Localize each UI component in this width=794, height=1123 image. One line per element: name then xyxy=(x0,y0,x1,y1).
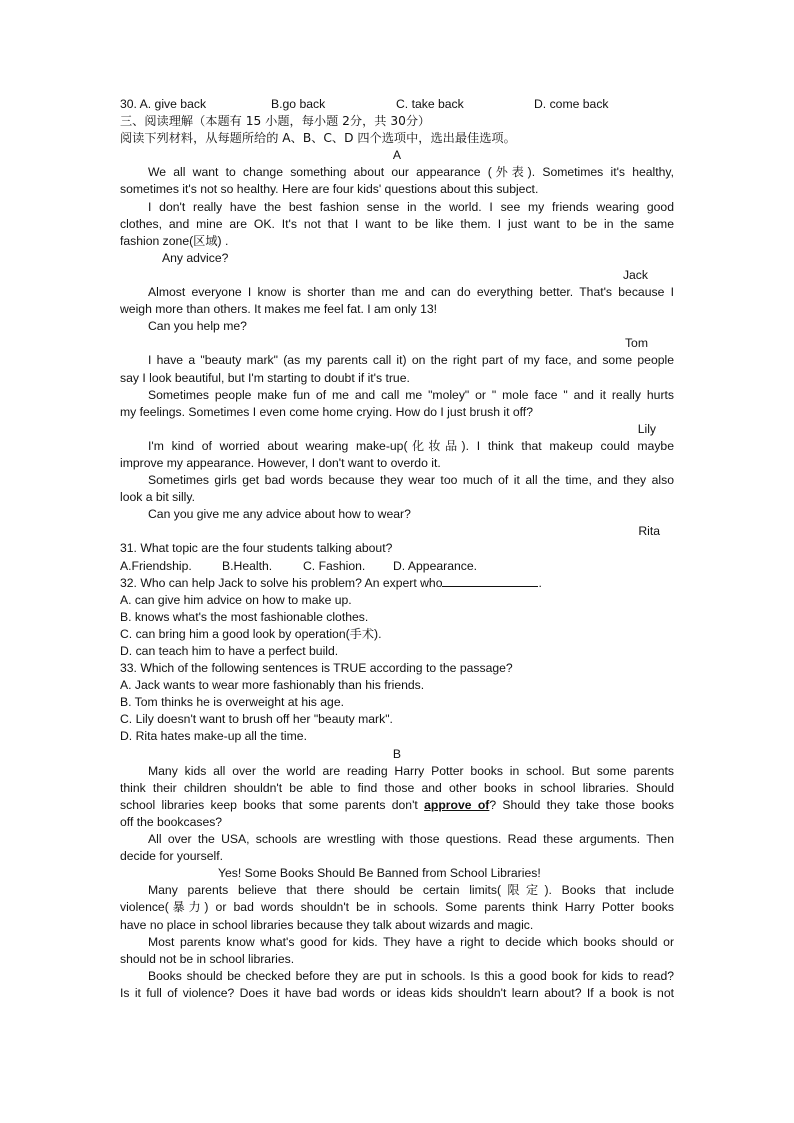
signature-jack: Jack xyxy=(622,267,648,282)
signature-tom: Tom xyxy=(624,336,648,351)
passage-b-line: decide for yourself. xyxy=(120,849,223,864)
passage-b-line: violence(暴力) or bad words shouldn't be in schools. Some parents think Harry Potter books xyxy=(120,900,674,915)
q32-stem-text: 32. Who can help Jack to solve his problem? An expert who xyxy=(120,575,443,590)
q33-option-d: D. Rita hates make-up all the time. xyxy=(120,729,307,744)
passage-b-line xyxy=(120,797,674,814)
passage-a-line: I'm kind of worried about wearing make-up(化妆品). I think that makeup could maybe xyxy=(148,438,674,453)
passage-b-subtitle: Yes! Some Books Should Be Banned from School Libraries! xyxy=(218,866,541,881)
passage-b-text: school libraries keep books that some parents don't xyxy=(120,797,418,812)
passage-a-line: Sometimes people make fun of me and call me "moley" or " mole face " and it really hurts xyxy=(148,387,674,402)
passage-a-line: We all want to change something about our appearance (外表). Sometimes it's healthy, xyxy=(148,165,674,180)
passage-b-line: Books should be checked before they are put in schools. Is this a good book for kids to read? xyxy=(148,968,674,983)
passage-b-line: Many parents believe that there should be certain limits(限定). Books that include xyxy=(148,883,674,898)
question-31-options xyxy=(120,558,674,575)
passage-a-line: look a bit silly. xyxy=(120,490,195,505)
q30-option-c: C. take back xyxy=(396,97,464,111)
passage-a-line: improve my appearance. However, I don't want to overdo it. xyxy=(120,455,441,470)
q32-stem xyxy=(120,575,674,592)
underlined-phrase: approve of xyxy=(424,797,490,812)
q31-option-b: B.Health. xyxy=(222,558,273,573)
passage-a-line: I have a "beauty mark" (as my parents call it) on the right part of my face, and some people xyxy=(148,353,674,368)
section-title: 三、阅读理解（本题有 15 小题，每小题 2分，共 30分） xyxy=(120,114,431,129)
q31-option-d: D. Appearance. xyxy=(393,558,478,573)
passage-b-line: think their children shouldn't be able to find those and other books in school libraries. Should xyxy=(120,780,674,795)
q31-stem: 31. What topic are the four students talking about? xyxy=(120,541,393,556)
passage-b-line: Most parents know what's good for kids. They have a right to decide which books should or xyxy=(148,934,674,949)
q33-option-a: A. Jack wants to wear more fashionably than his friends. xyxy=(120,678,425,693)
passage-a-heading: A xyxy=(392,148,402,163)
signature-rita: Rita xyxy=(638,524,660,539)
passage-a-line: weigh more than others. It makes me feel fat. I am only 13! xyxy=(120,302,438,317)
passage-a-line: my feelings. Sometimes I even come home crying. How do I just brush it off? xyxy=(120,404,533,419)
passage-a-line: I don't really have the best fashion sense in the world. I see my friends wearing good xyxy=(148,199,674,214)
question-30 xyxy=(120,96,674,113)
passage-a-line: clothes, and mine are OK. It's not that I want to be like them. I just want to be in the same xyxy=(120,216,674,231)
passage-a-line: sometimes it's not so healthy. Here are four kids' questions about this subject. xyxy=(120,182,539,197)
passage-b-line: All over the USA, schools are wrestling with those questions. Read these arguments. Then xyxy=(148,832,674,847)
q32-option-a: A. can give him advice on how to make up. xyxy=(120,592,352,607)
q32-option-d: D. can teach him to have a perfect build. xyxy=(120,644,339,658)
passage-a-line: fashion zone(区域) . xyxy=(120,233,229,248)
passage-a-line: Can you help me? xyxy=(148,319,247,334)
instruction: 阅读下列材料，从每题所给的 A、B、C、D 四个选项中，选出最佳选项。 xyxy=(120,131,516,146)
passage-b-heading: B xyxy=(392,746,402,761)
passage-b-line: off the bookcases? xyxy=(120,814,223,829)
passage-b-line: have no place in school libraries because they talk about wizards and magic. xyxy=(120,917,534,932)
q33-stem: 33. Which of the following sentences is TRUE according to the passage? xyxy=(120,661,513,676)
passage-a-line: Almost everyone I know is shorter than me and can do everything better. That's because I xyxy=(148,285,674,300)
q31-option-c: C. Fashion. xyxy=(303,558,366,573)
passage-a-line: say I look beautiful, but I'm starting to doubt if it's true. xyxy=(120,370,410,385)
q30-option-d: D. come back xyxy=(534,97,609,111)
q32-option-b: B. knows what's the most fashionable clothes. xyxy=(120,609,369,624)
q31-option-a: A.Friendship. xyxy=(120,558,192,573)
q30-option-a: 30. A. give back xyxy=(120,97,207,111)
passage-b-text: ? Should they take those books xyxy=(489,797,674,812)
q30-option-b: B.go back xyxy=(271,97,326,111)
q32-option-c: C. can bring him a good look by operation(手术). xyxy=(120,626,382,641)
passage-b-line: Many kids all over the world are reading Harry Potter books in school. But some parents xyxy=(148,763,674,778)
signature-lily: Lily xyxy=(637,421,656,436)
q33-option-c: C. Lily doesn't want to brush off her "beauty mark". xyxy=(120,712,393,727)
passage-a-line: Can you give me any advice about how to wear? xyxy=(148,507,411,522)
passage-b-line: should not be in school libraries. xyxy=(120,951,295,966)
exam-page xyxy=(120,96,674,1002)
q33-option-b: B. Tom thinks he is overweight at his age. xyxy=(120,695,345,710)
passage-b-line: Is it full of violence? Does it have bad words or ideas kids shouldn't learn about? If a book is not xyxy=(120,985,674,1000)
passage-a-line: Any advice? xyxy=(162,250,229,265)
q32-stem-end: . xyxy=(538,575,542,590)
passage-a-line: Sometimes girls get bad words because they wear too much of it all the time, and they also xyxy=(148,473,674,488)
answer-blank xyxy=(442,575,538,587)
